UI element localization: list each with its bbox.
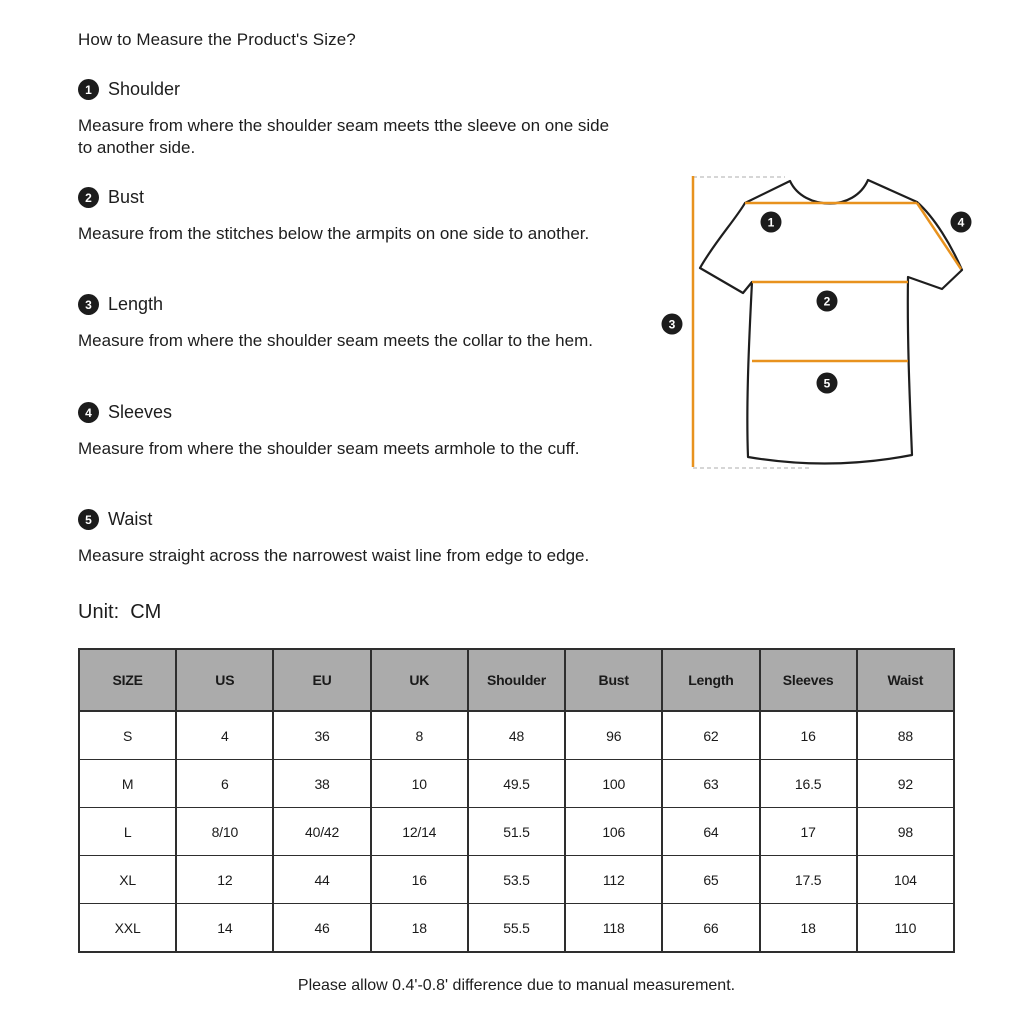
table-cell: 53.5 <box>468 856 565 904</box>
step-3-badge: 3 <box>78 294 99 315</box>
table-cell: 65 <box>662 856 759 904</box>
table-cell: 16 <box>371 856 468 904</box>
table-cell: 12 <box>176 856 273 904</box>
table-cell: 12/14 <box>371 808 468 856</box>
step-2-badge: 2 <box>78 187 99 208</box>
table-cell: 118 <box>565 904 662 953</box>
table-cell: 66 <box>662 904 759 953</box>
guide-item-label: Shoulder <box>108 79 181 99</box>
table-cell: 38 <box>273 760 370 808</box>
table-cell: 14 <box>176 904 273 953</box>
step-5-badge: 5 <box>78 509 99 530</box>
table-cell: 8/10 <box>176 808 273 856</box>
step-1-badge: 1 <box>78 79 99 100</box>
guide-item-length <box>78 294 626 352</box>
table-cell: 4 <box>176 711 273 760</box>
table-cell: S <box>79 711 176 760</box>
table-cell: 18 <box>760 904 857 953</box>
guide-item-description: Measure from the stitches below the armpits on one side to another. <box>78 224 590 243</box>
svg-text:3: 3 <box>668 317 676 332</box>
table-cell: 48 <box>468 711 565 760</box>
header-cell-sleeves: Sleeves <box>760 649 857 711</box>
unit-label: Unit: CM <box>78 601 162 623</box>
guide-item-waist <box>78 509 626 567</box>
table-cell: 16 <box>760 711 857 760</box>
table-cell: 16.5 <box>760 760 857 808</box>
table-row-l <box>79 808 954 856</box>
page-title: How to Measure the Product's Size? <box>78 30 356 49</box>
diagram-marker-sleeves <box>951 212 972 233</box>
table-cell: XL <box>79 856 176 904</box>
svg-text:2: 2 <box>823 294 831 309</box>
svg-text:5: 5 <box>823 376 831 391</box>
table-row-xl <box>79 856 954 904</box>
table-row-s <box>79 711 954 760</box>
table-cell: 10 <box>371 760 468 808</box>
table-cell: XXL <box>79 904 176 953</box>
diagram-marker-bust <box>817 291 838 312</box>
header-cell-bust: Bust <box>565 649 662 711</box>
table-cell: 51.5 <box>468 808 565 856</box>
table-cell: 36 <box>273 711 370 760</box>
table-cell: 46 <box>273 904 370 953</box>
table-cell: 17 <box>760 808 857 856</box>
header-cell-shoulder: Shoulder <box>468 649 565 711</box>
table-cell: 110 <box>857 904 954 953</box>
table-cell: 112 <box>565 856 662 904</box>
guide-item-label: Bust <box>108 187 145 207</box>
guide-item-bust <box>78 187 626 245</box>
table-cell: 104 <box>857 856 954 904</box>
diagram-marker-shoulder <box>761 212 782 233</box>
table-cell: 6 <box>176 760 273 808</box>
header-cell-eu: EU <box>273 649 370 711</box>
header-cell-length: Length <box>662 649 759 711</box>
guide-item-description: Measure from where the shoulder seam meets tthe sleeve on one side to another side. <box>78 116 610 157</box>
table-cell: L <box>79 808 176 856</box>
guide-item-label: Sleeves <box>108 402 173 422</box>
table-cell: 106 <box>565 808 662 856</box>
table-header-row <box>79 649 954 711</box>
diagram-marker-waist <box>817 373 838 394</box>
table-cell: 100 <box>565 760 662 808</box>
table-cell: 92 <box>857 760 954 808</box>
svg-text:1: 1 <box>767 215 775 230</box>
size-chart-table <box>78 648 955 953</box>
table-cell: 18 <box>371 904 468 953</box>
guide-item-shoulder <box>78 79 626 159</box>
table-cell: M <box>79 760 176 808</box>
header-cell-us: US <box>176 649 273 711</box>
step-4-badge: 4 <box>78 402 99 423</box>
table-cell: 40/42 <box>273 808 370 856</box>
table-cell: 44 <box>273 856 370 904</box>
table-row-xxl <box>79 904 954 953</box>
table-cell: 64 <box>662 808 759 856</box>
header-cell-uk: UK <box>371 649 468 711</box>
table-cell: 49.5 <box>468 760 565 808</box>
table-cell: 8 <box>371 711 468 760</box>
svg-text:4: 4 <box>957 215 965 230</box>
table-cell: 62 <box>662 711 759 760</box>
table-cell: 88 <box>857 711 954 760</box>
guide-item-label: Waist <box>108 509 153 529</box>
header-cell-waist: Waist <box>857 649 954 711</box>
table-cell: 96 <box>565 711 662 760</box>
table-cell: 98 <box>857 808 954 856</box>
guide-item-label: Length <box>108 294 164 314</box>
guide-item-description: Measure from where the shoulder seam meets the collar to the hem. <box>78 331 593 350</box>
tshirt-measurement-diagram <box>640 150 1024 490</box>
table-cell: 17.5 <box>760 856 857 904</box>
guide-item-description: Measure straight across the narrowest waist line from edge to edge. <box>78 546 590 565</box>
guide-item-description: Measure from where the shoulder seam meets armhole to the cuff. <box>78 439 580 458</box>
table-cell: 55.5 <box>468 904 565 953</box>
table-row-m <box>79 760 954 808</box>
table-cell: 63 <box>662 760 759 808</box>
header-cell-size: SIZE <box>79 649 176 711</box>
measurement-disclaimer: Please allow 0.4'-0.8' difference due to manual measurement. <box>297 977 736 994</box>
tshirt-outline <box>700 180 962 464</box>
guide-item-sleeves <box>78 402 626 460</box>
diagram-marker-length <box>662 314 683 335</box>
